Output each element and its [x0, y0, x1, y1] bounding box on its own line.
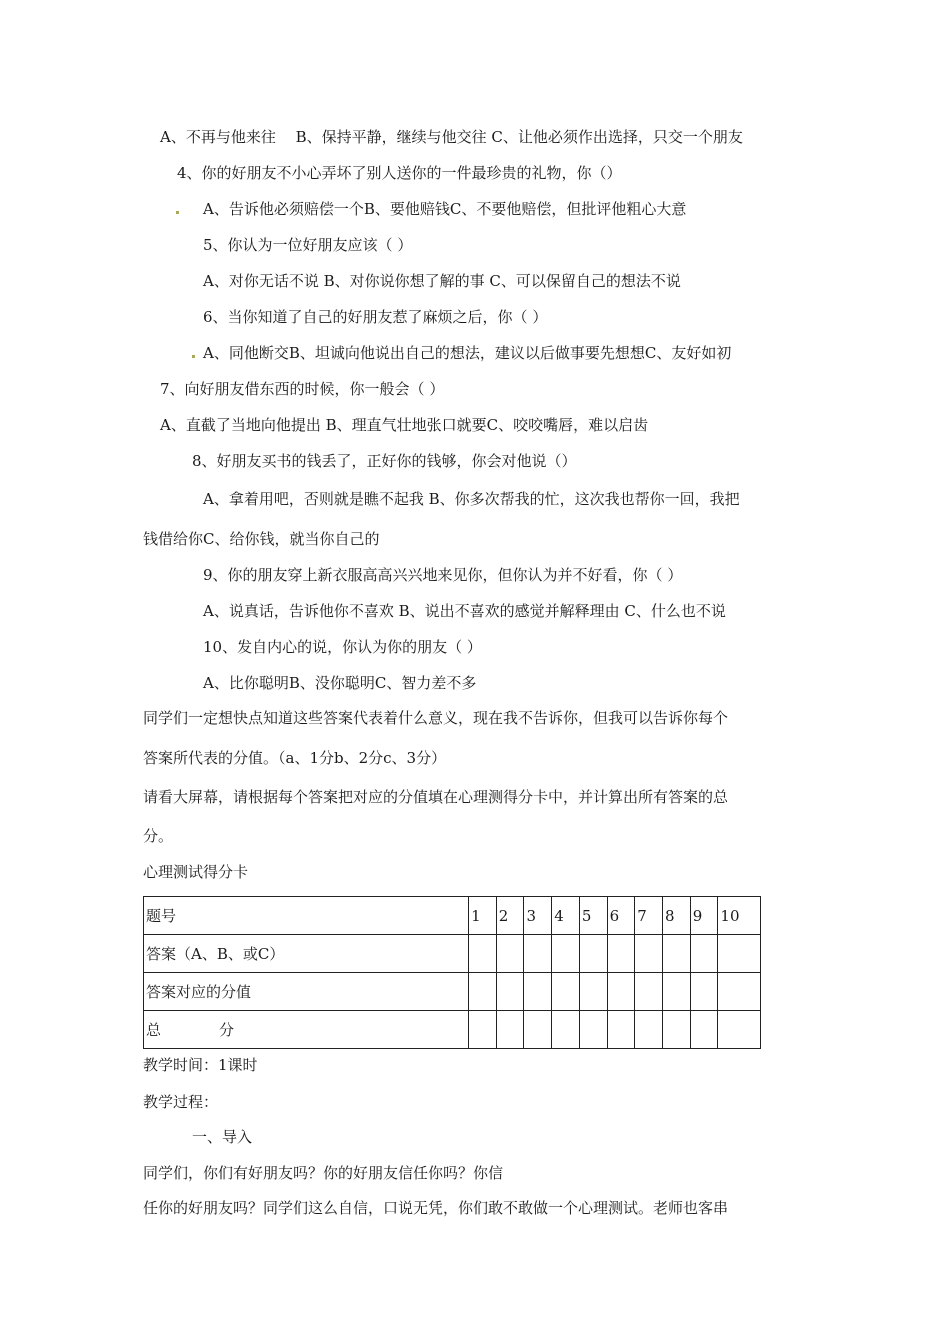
- answer-cell[interactable]: [496, 935, 524, 973]
- value-cell[interactable]: [552, 973, 580, 1011]
- q4-options: A、告诉他必须赔偿一个B、要他赔钱C、不要他赔偿，但批评他粗心大意: [203, 200, 687, 218]
- answer-cell[interactable]: [469, 935, 497, 973]
- speck-mark: [192, 355, 195, 358]
- q8-options-line1: A、拿着用吧，否则就是瞧不起我 B、你多次帮我的忙，这次我也帮你一回，我把: [203, 490, 740, 508]
- table-header-number: 10: [718, 897, 761, 935]
- table-row: [144, 897, 761, 935]
- total-cell[interactable]: [469, 1011, 497, 1049]
- answer-cell[interactable]: [607, 935, 635, 973]
- table-header-number: 6: [607, 897, 635, 935]
- value-cell[interactable]: [579, 973, 607, 1011]
- total-cell[interactable]: [635, 1011, 663, 1049]
- table-header-number: 4: [552, 897, 580, 935]
- q7-options: A、直截了当地向他提出 B、理直气壮地张口就要C、咬咬嘴唇，难以启齿: [160, 416, 649, 434]
- table-row: [144, 973, 761, 1011]
- q8-question: 8、好朋友买书的钱丢了，正好你的钱够，你会对他说（）: [192, 452, 577, 470]
- q3-options: A、不再与他来往 B、保持平静，继续与他交往 C、让他必须作出选择，只交一个朋友: [160, 128, 743, 146]
- table-row: [144, 935, 761, 973]
- intro-paragraph-line2: 任你的好朋友吗？同学们这么自信，口说无凭，你们敢不敢做一个心理测试。老师也客串: [143, 1199, 729, 1217]
- table-header-number: 2: [496, 897, 524, 935]
- paragraph-instruct-line2: 分。: [143, 827, 174, 845]
- answer-cell[interactable]: [690, 935, 718, 973]
- value-cell[interactable]: [690, 973, 718, 1011]
- answer-cell[interactable]: [663, 935, 691, 973]
- q6-question: 6、当你知道了自己的好朋友惹了麻烦之后，你（ ）: [203, 308, 548, 326]
- teaching-time: 教学时间：1课时: [143, 1056, 258, 1074]
- answer-cell[interactable]: [552, 935, 580, 973]
- q6-options: A、同他断交B、坦诚向他说出自己的想法，建议以后做事要先想想C、友好如初: [203, 344, 732, 362]
- value-cell[interactable]: [496, 973, 524, 1011]
- total-cell[interactable]: [607, 1011, 635, 1049]
- table-row: [144, 1011, 761, 1049]
- q9-question: 9、你的朋友穿上新衣服高高兴兴地来见你，但你认为并不好看，你（ ）: [203, 566, 683, 584]
- table-header-number: 5: [579, 897, 607, 935]
- value-cell[interactable]: [469, 973, 497, 1011]
- score-card-title: 心理测试得分卡: [143, 863, 249, 881]
- total-cell[interactable]: [663, 1011, 691, 1049]
- total-cell[interactable]: [552, 1011, 580, 1049]
- table-header-number: 8: [663, 897, 691, 935]
- q10-options: A、比你聪明B、没你聪明C、智力差不多: [203, 674, 477, 692]
- table-header-number: 3: [524, 897, 552, 935]
- value-cell[interactable]: [524, 973, 552, 1011]
- value-cell[interactable]: [635, 973, 663, 1011]
- total-row-label: [144, 1011, 469, 1049]
- paragraph-explain-line1: 同学们一定想快点知道这些答案代表着什么意义，现在我不告诉你，但我可以告诉你每个: [143, 709, 729, 727]
- q5-options: A、对你无话不说 B、对你说你想了解的事 C、可以保留自己的想法不说: [203, 272, 681, 290]
- total-cell[interactable]: [690, 1011, 718, 1049]
- answer-cell[interactable]: [635, 935, 663, 973]
- q4-question: 4、你的好朋友不小心弄坏了别人送你的一件最珍贵的礼物，你（）: [177, 164, 622, 182]
- total-cell[interactable]: [718, 1011, 761, 1049]
- total-label-part: 总: [146, 1021, 162, 1039]
- value-cell[interactable]: [663, 973, 691, 1011]
- table-header-number: 1: [469, 897, 497, 935]
- answer-row-label: 答案（A、B、或C）: [144, 935, 469, 973]
- total-label-part: 分: [219, 1021, 235, 1039]
- q5-question: 5、你认为一位好朋友应该（ ）: [203, 236, 413, 254]
- intro-paragraph-line1: 同学们，你们有好朋友吗？你的好朋友信任你吗？你信: [143, 1164, 504, 1182]
- value-cell[interactable]: [607, 973, 635, 1011]
- answer-cell[interactable]: [524, 935, 552, 973]
- total-cell[interactable]: [496, 1011, 524, 1049]
- answer-cell[interactable]: [718, 935, 761, 973]
- score-card-table: [143, 896, 761, 1049]
- value-row-label: 答案对应的分值: [144, 973, 469, 1011]
- q8-options-line2: 钱借给你C、给你钱，就当你自己的: [143, 530, 380, 548]
- q9-options: A、说真话，告诉他你不喜欢 B、说出不喜欢的感觉并解释理由 C、什么也不说: [203, 602, 726, 620]
- paragraph-instruct-line1: 请看大屏幕，请根据每个答案把对应的分值填在心理测得分卡中，并计算出所有答案的总: [143, 788, 729, 806]
- paragraph-explain-line2: 答案所代表的分值。（a、1分b、2分c、3分）: [143, 749, 447, 767]
- q7-question: 7、向好朋友借东西的时候，你一般会（ ）: [160, 380, 445, 398]
- table-header-number: 7: [635, 897, 663, 935]
- table-header-label: 题号: [144, 897, 469, 935]
- section-intro-heading: 一、导入: [192, 1128, 253, 1146]
- value-cell[interactable]: [718, 973, 761, 1011]
- answer-cell[interactable]: [579, 935, 607, 973]
- teaching-process-heading: 教学过程：: [143, 1093, 219, 1111]
- q10-question: 10、发自内心的说，你认为你的朋友（ ）: [203, 638, 482, 656]
- total-cell[interactable]: [524, 1011, 552, 1049]
- table-header-number: 9: [690, 897, 718, 935]
- speck-mark: [176, 211, 179, 214]
- total-cell[interactable]: [579, 1011, 607, 1049]
